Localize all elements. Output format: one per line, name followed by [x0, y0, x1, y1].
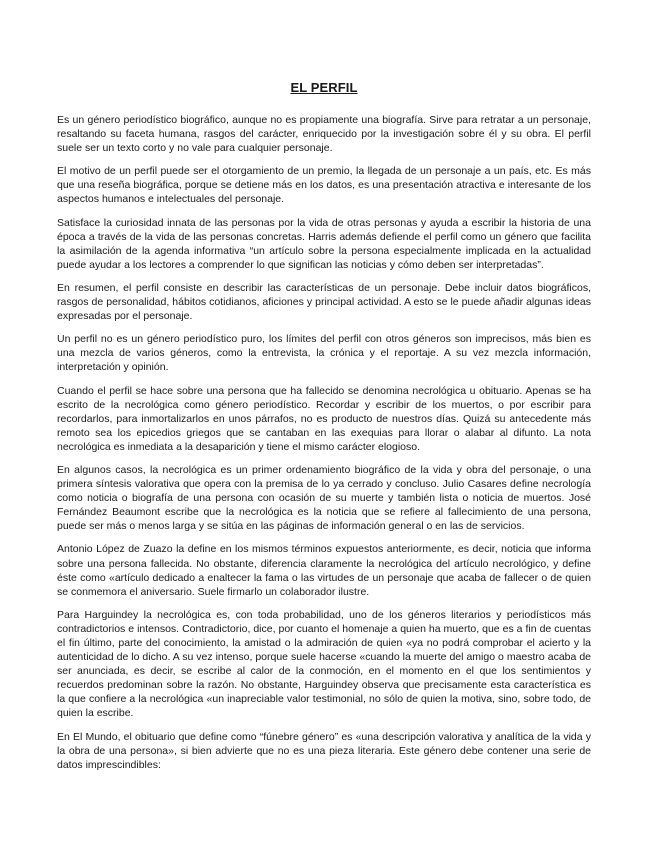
paragraph-4: En resumen, el perfil consiste en describir las características de un personaje. Debe incluir datos biográficos, rasgos de personalidad, hábitos cotidianos, aficiones y principal actividad. A esto se le puede añadir algunas ideas expresadas por el personaje. [57, 281, 591, 323]
paragraph-9: Para Harguindey la necrológica es, con toda probabilidad, uno de los géneros literarios y periodísticos más contradictorios e intensos. Contradictorio, dice, por cuanto el homenaje a quien ha muerto, que es a fin de cuentas el fin último, parte del conocimiento, la amistad o la admiración de quien «ya no podrá comprobar el acierto y la autenticidad de lo dicho. A su vez intenso, porque suele hacerse «cuando la muerte del amigo o maestro acaba de ser anunciada, es decir, se escribe al calor de la conmoción, en el momento en el que los sentimientos y recuerdos predominan sobre la razón. No obstante, Harguindey observa que precisamente esta característica es la que confiere a la necrológica «un inapreciable valor testimonial, no sólo de quien la motiva, sino, sobre todo, de quien la escribe. [57, 608, 591, 720]
page-title: EL PERFIL [290, 80, 358, 95]
paragraph-2: El motivo de un perfil puede ser el otorgamiento de un premio, la llegada de un personaje a un país, etc. Es más que una reseña biográfica, porque se detiene más en los datos, es una presentación atractiva e interesante de los aspectos humanos e intelectuales del personaje. [57, 165, 591, 206]
paragraph-10: En El Mundo, el obituario que define como “fúnebre género” es «una descripción valorativa y analítica de la vida y la obra de una persona», si bien advierte que no es una pieza literaria. Este género debe contener una serie de datos imprescindibles: [57, 730, 591, 771]
paragraph-3: Satisface la curiosidad innata de las personas por la vida de otras personas y ayuda a escribir la historia de una época a través de la vida de las personas concretas. Harris además defiende el perfil como un género que facilita la asimilación de la agenda informativa “un artículo sobre la persona especialmente implicada en la actualidad puede ayudar a los lectores a comprender lo que significan las noticias y cómo deben ser interpretadas”. [57, 216, 591, 271]
paragraph-5: Un perfil no es un género periodístico puro, los límites del perfil con otros géneros son imprecisos, más bien es una mezcla de varios géneros, como la entrevista, la crónica y el reportaje. A su vez mezcla información, interpretación y opinión. [57, 333, 591, 374]
paragraph-6: Cuando el perfil se hace sobre una persona que ha fallecido se denomina necrológica u obituario. Apenas se ha escrito de la necrológica como género periodístico. Recordar y escribir de los muertos, o por escribir para recordarlos, para inmortalizarlos en unos párrafos, no es producto de nuestros días. Quizá su antecedente más remoto sea los epicedios griegos que se cantaban en las exequias para llorar o alabar al difunto. La nota necrológica es inmediata a la desaparición y tiene el mismo carácter elogioso. [57, 384, 591, 453]
paragraph-7: En algunos casos, la necrológica es un primer ordenamiento biográfico de la vida y obra del personaje, o una primera síntesis valorativa que opera con la premisa de lo ya cerrado y concluso. Julio Casares define necrología como noticia o biografía de una persona con ocasión de su muerte y también lista o noticia de muertos. José Fernández Beaumont escribe que la necrológica es la noticia que se refiere al fallecimiento de una persona, puede ser más o menos larga y se sitúa en las páginas de información general o en las de servicios. [57, 463, 591, 533]
paragraph-8: Antonio López de Zuazo la define en los mismos términos expuestos anteriormente, es decir, noticia que informa sobre una persona fallecida. No obstante, diferencia claramente la necrológica del artículo necrológico, y define éste como «artículo dedicado a enaltecer la fama o las virtudes de un personaje que acaba de fallecer o de quien se conmemora el aniversario. Suele firmarlo un colaborador ilustre. [57, 543, 591, 598]
paragraph-1: Es un género periodístico biográfico, aunque no es propiamente una biografía. Sirve para retratar a un personaje, resaltando su faceta humana, rasgos del carácter, enriquecido por la investigación sobre él y su obra. El perfil suele ser un texto corto y no vale para cualquier personaje. [57, 114, 591, 155]
